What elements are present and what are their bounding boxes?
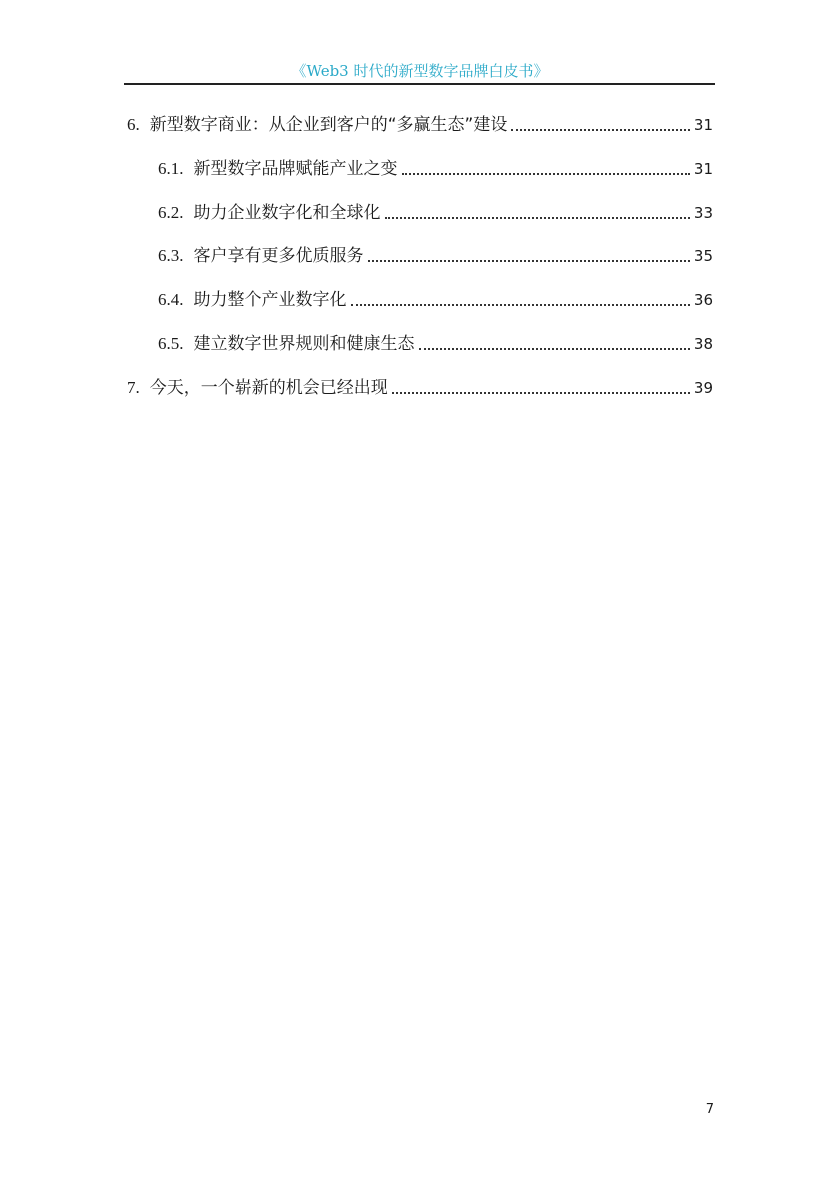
toc-entry-title: 新型数字品牌赋能产业之变 (193, 159, 398, 179)
page-number: 7 (705, 1102, 714, 1117)
toc-entry-6-2[interactable] (158, 200, 713, 226)
toc-dot-leader (511, 129, 690, 131)
toc-dot-leader (368, 260, 690, 262)
toc-entry-title: 助力整个产业数字化 (193, 290, 347, 310)
toc-entry-number: 6.3. (158, 246, 184, 265)
toc-entry-number: 6. (127, 115, 140, 134)
toc-dot-leader (402, 173, 690, 175)
toc-dot-leader (419, 348, 690, 350)
toc-entry-number: 6.5. (158, 334, 184, 353)
toc-entry-page: 33 (693, 204, 713, 222)
toc-entry-page: 38 (693, 335, 713, 353)
toc-entry-page: 36 (693, 291, 713, 309)
toc-entry-title: 今天，一个崭新的机会已经出现 (149, 378, 388, 398)
toc-entry-7[interactable] (127, 375, 713, 401)
toc-entry-title: 客户享有更多优质服务 (193, 246, 364, 266)
toc-entry-title: 新型数字商业：从企业到客户的“多赢生态”建设 (149, 115, 508, 135)
toc-entry-6-1[interactable] (158, 156, 713, 182)
toc-entry-number: 7. (127, 378, 140, 397)
toc-entry-page: 31 (693, 160, 713, 178)
toc-entry-6-4[interactable] (158, 287, 713, 313)
toc-entry-page: 31 (693, 116, 713, 134)
toc-entry-title: 建立数字世界规则和健康生态 (193, 334, 415, 354)
toc-entry-6-3[interactable] (158, 243, 713, 269)
toc-dot-leader (351, 304, 690, 306)
toc-entry-6-5[interactable] (158, 331, 713, 357)
toc-entry-number: 6.1. (158, 159, 184, 178)
toc-entry-title: 助力企业数字化和全球化 (193, 203, 381, 223)
toc-entry-number: 6.2. (158, 203, 184, 222)
toc-dot-leader (385, 217, 690, 219)
toc-entry-6[interactable] (127, 112, 713, 138)
toc-entry-page: 39 (693, 379, 713, 397)
toc-entry-page: 35 (693, 247, 713, 265)
document-header-title: 《Web3 时代的新型数字品牌白皮书》 (291, 62, 549, 80)
toc-dot-leader (392, 392, 690, 394)
toc-entry-number: 6.4. (158, 290, 184, 309)
